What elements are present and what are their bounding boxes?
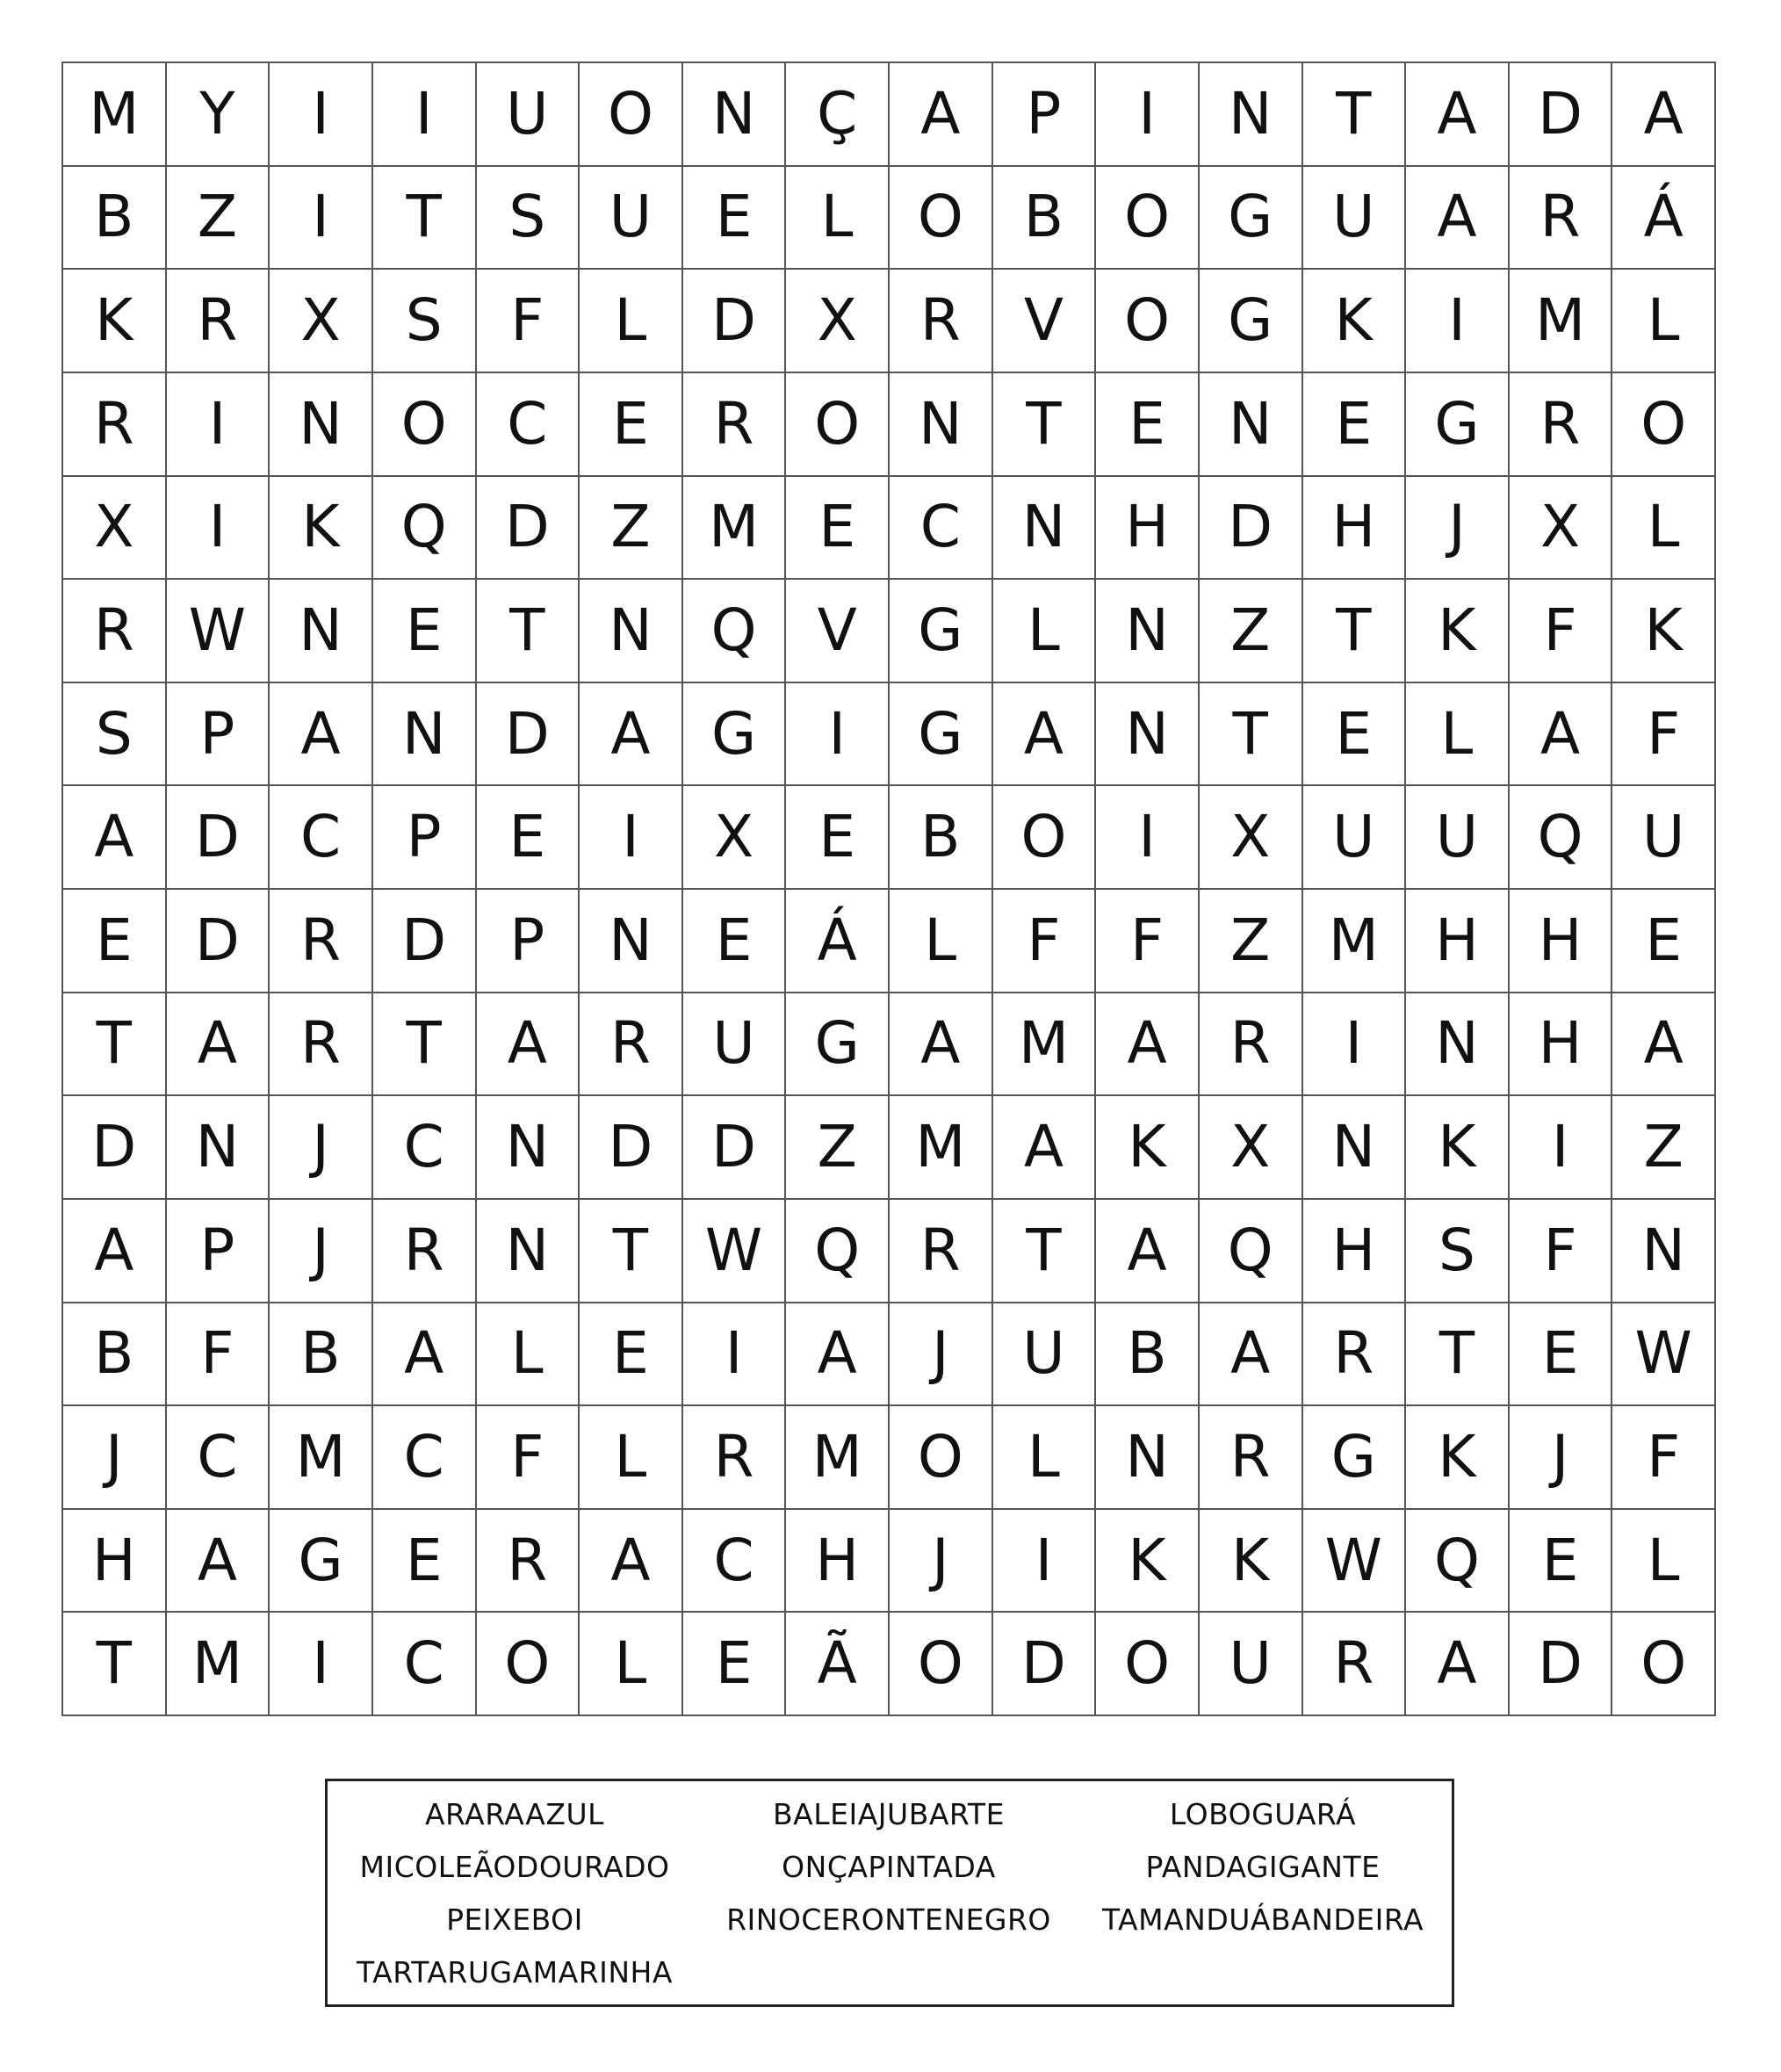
grid-cell[interactable]: A <box>270 683 373 787</box>
grid-cell[interactable]: O <box>890 1613 993 1716</box>
grid-cell[interactable]: N <box>373 683 477 787</box>
grid-cell[interactable]: R <box>63 373 167 477</box>
grid-cell[interactable]: F <box>1612 1406 1716 1510</box>
grid-cell[interactable]: G <box>1200 167 1303 271</box>
grid-cell[interactable]: D <box>683 1096 787 1200</box>
grid-cell[interactable]: N <box>1612 1200 1716 1303</box>
grid-cell[interactable]: D <box>477 683 580 787</box>
grid-cell[interactable]: C <box>477 373 580 477</box>
grid-cell[interactable]: P <box>373 786 477 890</box>
grid-cell[interactable]: U <box>1200 1613 1303 1716</box>
grid-cell[interactable]: X <box>1200 1096 1303 1200</box>
grid-cell[interactable]: G <box>890 683 993 787</box>
grid-cell[interactable]: A <box>1200 1303 1303 1407</box>
grid-cell[interactable]: F <box>167 1303 270 1407</box>
grid-cell[interactable]: J <box>270 1096 373 1200</box>
grid-cell[interactable]: R <box>890 1200 993 1303</box>
word-list-item: MICOLEÃODOURADO <box>359 1849 670 1884</box>
grid-cell[interactable]: E <box>1510 1510 1613 1614</box>
grid-cell[interactable]: T <box>993 373 1097 477</box>
grid-cell[interactable]: E <box>786 477 890 581</box>
grid-cell[interactable]: E <box>1510 1303 1613 1407</box>
grid-cell[interactable]: I <box>270 63 373 167</box>
grid-cell[interactable]: J <box>63 1406 167 1510</box>
grid-cell[interactable]: Q <box>683 580 787 683</box>
grid-cell[interactable]: O <box>373 373 477 477</box>
grid-cell[interactable]: B <box>993 167 1097 271</box>
grid-cell[interactable]: L <box>580 1613 683 1716</box>
grid-cell[interactable]: R <box>890 270 993 373</box>
grid-cell[interactable]: A <box>1510 683 1613 787</box>
grid-cell[interactable]: W <box>167 580 270 683</box>
grid-cell[interactable]: C <box>270 786 373 890</box>
grid-cell[interactable]: E <box>786 786 890 890</box>
grid-cell[interactable]: B <box>890 786 993 890</box>
grid-cell[interactable]: L <box>1612 1510 1716 1614</box>
grid-cell[interactable]: E <box>373 580 477 683</box>
grid-cell[interactable]: K <box>1096 1510 1200 1614</box>
grid-cell[interactable]: R <box>477 1510 580 1614</box>
grid-cell[interactable]: Q <box>373 477 477 581</box>
grid-cell[interactable]: G <box>1303 1406 1407 1510</box>
grid-cell[interactable]: C <box>890 477 993 581</box>
word-list-item: RINOCERONTENEGRO <box>726 1902 1051 1937</box>
grid-cell[interactable]: S <box>477 167 580 271</box>
grid-cell[interactable]: A <box>993 1096 1097 1200</box>
grid-cell[interactable]: A <box>1406 167 1510 271</box>
grid-cell[interactable]: G <box>786 993 890 1097</box>
grid-cell[interactable]: I <box>786 683 890 787</box>
grid-cell[interactable]: K <box>1200 1510 1303 1614</box>
grid-cell[interactable]: F <box>993 890 1097 993</box>
word-search-grid <box>61 61 1716 1716</box>
grid-cell[interactable]: G <box>683 683 787 787</box>
grid-cell[interactable]: A <box>1096 993 1200 1097</box>
grid-cell[interactable]: N <box>1200 373 1303 477</box>
grid-cell[interactable]: G <box>1406 373 1510 477</box>
grid-cell[interactable]: H <box>1510 993 1613 1097</box>
grid-cell[interactable]: D <box>1510 63 1613 167</box>
grid-cell[interactable]: I <box>580 786 683 890</box>
word-list-item: BALEIAJUBARTE <box>773 1796 1005 1831</box>
grid-cell[interactable]: M <box>1510 270 1613 373</box>
grid-cell[interactable]: N <box>683 63 787 167</box>
grid-cell[interactable]: K <box>1406 1406 1510 1510</box>
grid-cell[interactable]: Z <box>1612 1096 1716 1200</box>
grid-cell[interactable]: J <box>270 1200 373 1303</box>
grid-cell[interactable]: R <box>63 580 167 683</box>
grid-cell[interactable]: R <box>167 270 270 373</box>
word-list-item: ONÇAPINTADA <box>782 1849 996 1884</box>
grid-cell[interactable]: N <box>890 373 993 477</box>
grid-cell[interactable]: C <box>373 1613 477 1716</box>
grid-cell[interactable]: N <box>580 580 683 683</box>
grid-cell[interactable]: H <box>1096 477 1200 581</box>
grid-cell[interactable]: X <box>683 786 787 890</box>
grid-cell[interactable]: D <box>580 1096 683 1200</box>
grid-cell[interactable]: U <box>580 167 683 271</box>
grid-cell[interactable]: O <box>993 786 1097 890</box>
grid-cell[interactable]: Z <box>1200 890 1303 993</box>
grid-cell[interactable]: H <box>786 1510 890 1614</box>
grid-cell[interactable]: R <box>580 993 683 1097</box>
grid-cell[interactable]: N <box>167 1096 270 1200</box>
grid-cell[interactable]: L <box>580 270 683 373</box>
grid-cell[interactable]: M <box>1303 890 1407 993</box>
grid-cell[interactable]: A <box>63 1200 167 1303</box>
grid-cell[interactable]: R <box>1303 1613 1407 1716</box>
grid-cell[interactable]: I <box>1406 270 1510 373</box>
grid-cell[interactable]: D <box>1510 1613 1613 1716</box>
grid-cell[interactable]: M <box>890 1096 993 1200</box>
grid-cell[interactable]: S <box>63 683 167 787</box>
grid-cell[interactable]: O <box>477 1613 580 1716</box>
grid-cell[interactable]: M <box>993 993 1097 1097</box>
grid-cell[interactable]: N <box>1096 1406 1200 1510</box>
grid-cell[interactable]: D <box>373 890 477 993</box>
grid-cell[interactable]: E <box>1303 683 1407 787</box>
grid-cell[interactable]: Ã <box>786 1613 890 1716</box>
grid-cell[interactable]: U <box>993 1303 1097 1407</box>
grid-cell[interactable]: T <box>1200 683 1303 787</box>
word-list-item: LOBOGUARÁ <box>1169 1796 1357 1831</box>
grid-cell[interactable]: S <box>1406 1200 1510 1303</box>
grid-cell[interactable]: D <box>683 270 787 373</box>
grid-cell[interactable]: Q <box>1510 786 1613 890</box>
grid-cell[interactable]: M <box>786 1406 890 1510</box>
grid-cell[interactable]: I <box>167 373 270 477</box>
grid-cell[interactable]: X <box>63 477 167 581</box>
grid-cell[interactable]: L <box>1406 683 1510 787</box>
grid-cell[interactable]: F <box>1096 890 1200 993</box>
grid-cell[interactable]: B <box>63 167 167 271</box>
grid-cell[interactable]: N <box>477 1096 580 1200</box>
grid-cell[interactable]: I <box>1303 993 1407 1097</box>
grid-cell[interactable]: A <box>167 1510 270 1614</box>
grid-cell[interactable]: D <box>167 786 270 890</box>
grid-cell[interactable]: E <box>683 890 787 993</box>
word-list-item: PEIXEBOI <box>446 1902 583 1937</box>
grid-cell[interactable]: T <box>477 580 580 683</box>
grid-cell[interactable]: K <box>1096 1096 1200 1200</box>
grid-cell[interactable]: K <box>1303 270 1407 373</box>
grid-cell[interactable]: B <box>270 1303 373 1407</box>
grid-cell[interactable]: O <box>1612 373 1716 477</box>
grid-cell[interactable]: E <box>1303 373 1407 477</box>
grid-cell[interactable]: A <box>1406 1613 1510 1716</box>
grid-cell[interactable]: L <box>1612 477 1716 581</box>
grid-cell[interactable]: A <box>167 993 270 1097</box>
grid-cell[interactable]: J <box>1510 1406 1613 1510</box>
grid-cell[interactable]: A <box>1096 1200 1200 1303</box>
grid-cell[interactable]: I <box>1096 786 1200 890</box>
word-list-box <box>325 1779 1454 2007</box>
grid-cell[interactable]: P <box>993 63 1097 167</box>
grid-cell[interactable]: J <box>890 1510 993 1614</box>
grid-cell[interactable]: E <box>63 890 167 993</box>
grid-cell[interactable]: K <box>63 270 167 373</box>
grid-cell[interactable]: X <box>270 270 373 373</box>
grid-cell[interactable]: O <box>890 1406 993 1510</box>
grid-cell[interactable]: C <box>167 1406 270 1510</box>
grid-cell[interactable]: A <box>580 1510 683 1614</box>
grid-cell[interactable]: H <box>1406 890 1510 993</box>
grid-cell[interactable]: I <box>167 477 270 581</box>
grid-cell[interactable]: T <box>63 993 167 1097</box>
grid-cell[interactable]: V <box>993 270 1097 373</box>
grid-cell[interactable]: L <box>786 167 890 271</box>
grid-cell[interactable]: A <box>1612 63 1716 167</box>
grid-cell[interactable]: R <box>270 890 373 993</box>
grid-cell[interactable]: F <box>1510 580 1613 683</box>
grid-cell[interactable]: A <box>373 1303 477 1407</box>
grid-cell[interactable]: E <box>683 167 787 271</box>
grid-cell[interactable]: O <box>890 167 993 271</box>
grid-cell[interactable]: A <box>1612 993 1716 1097</box>
grid-cell[interactable]: M <box>270 1406 373 1510</box>
grid-cell[interactable]: N <box>270 580 373 683</box>
grid-cell[interactable]: D <box>1200 477 1303 581</box>
grid-cell[interactable]: E <box>580 373 683 477</box>
grid-cell[interactable]: E <box>1096 373 1200 477</box>
grid-cell[interactable]: U <box>1612 786 1716 890</box>
grid-cell[interactable]: N <box>1096 683 1200 787</box>
grid-cell[interactable]: R <box>1510 373 1613 477</box>
grid-cell[interactable]: H <box>1510 890 1613 993</box>
grid-cell[interactable]: B <box>1096 1303 1200 1407</box>
grid-cell[interactable]: I <box>993 1510 1097 1614</box>
grid-cell[interactable]: J <box>1406 477 1510 581</box>
grid-cell[interactable]: Á <box>786 890 890 993</box>
grid-cell[interactable]: O <box>1096 1613 1200 1716</box>
grid-cell[interactable]: M <box>63 63 167 167</box>
grid-cell[interactable]: G <box>890 580 993 683</box>
grid-cell[interactable]: T <box>373 993 477 1097</box>
grid-cell[interactable]: H <box>1303 1200 1407 1303</box>
grid-cell[interactable]: H <box>63 1510 167 1614</box>
grid-cell[interactable]: U <box>683 993 787 1097</box>
grid-cell[interactable]: O <box>1612 1613 1716 1716</box>
grid-cell[interactable]: C <box>683 1510 787 1614</box>
grid-cell[interactable]: E <box>683 1613 787 1716</box>
grid-cell[interactable]: D <box>993 1613 1097 1716</box>
grid-cell[interactable]: T <box>63 1613 167 1716</box>
grid-cell[interactable]: I <box>1096 63 1200 167</box>
grid-cell[interactable]: L <box>477 1303 580 1407</box>
grid-cell[interactable]: F <box>477 1406 580 1510</box>
grid-cell[interactable]: E <box>1612 890 1716 993</box>
grid-cell[interactable]: U <box>477 63 580 167</box>
grid-cell[interactable]: U <box>1406 786 1510 890</box>
grid-cell[interactable]: X <box>786 270 890 373</box>
grid-cell[interactable]: T <box>1303 580 1407 683</box>
grid-cell[interactable]: D <box>477 477 580 581</box>
grid-cell[interactable]: C <box>373 1096 477 1200</box>
grid-cell[interactable]: P <box>167 683 270 787</box>
grid-cell[interactable]: A <box>477 993 580 1097</box>
word-list-item: TAMANDUÁBANDEIRA <box>1101 1902 1424 1937</box>
grid-cell[interactable]: A <box>993 683 1097 787</box>
grid-cell[interactable]: G <box>1200 270 1303 373</box>
grid-cell[interactable]: I <box>1510 1096 1613 1200</box>
grid-cell[interactable]: V <box>786 580 890 683</box>
grid-cell[interactable]: A <box>580 683 683 787</box>
grid-cell[interactable]: K <box>1406 580 1510 683</box>
grid-cell[interactable]: P <box>477 890 580 993</box>
grid-cell[interactable]: D <box>167 890 270 993</box>
grid-cell[interactable]: R <box>1303 1303 1407 1407</box>
grid-cell[interactable]: N <box>993 477 1097 581</box>
grid-cell[interactable]: R <box>1200 993 1303 1097</box>
grid-cell[interactable]: L <box>993 580 1097 683</box>
grid-cell[interactable]: E <box>580 1303 683 1407</box>
grid-cell[interactable]: K <box>1406 1096 1510 1200</box>
grid-cell[interactable]: K <box>1612 580 1716 683</box>
grid-cell[interactable]: T <box>1406 1303 1510 1407</box>
grid-cell[interactable]: A <box>63 786 167 890</box>
grid-cell[interactable]: Q <box>1200 1200 1303 1303</box>
grid-cell[interactable]: T <box>373 167 477 271</box>
grid-cell[interactable]: A <box>890 993 993 1097</box>
grid-cell[interactable]: A <box>1406 63 1510 167</box>
grid-cell[interactable]: P <box>167 1200 270 1303</box>
grid-cell[interactable]: O <box>1096 167 1200 271</box>
grid-cell[interactable]: Z <box>1200 580 1303 683</box>
grid-cell[interactable]: A <box>890 63 993 167</box>
grid-cell[interactable]: T <box>580 1200 683 1303</box>
grid-cell[interactable]: I <box>270 1613 373 1716</box>
grid-cell[interactable]: Z <box>167 167 270 271</box>
grid-cell[interactable]: K <box>270 477 373 581</box>
grid-cell[interactable]: W <box>1303 1510 1407 1614</box>
grid-cell[interactable]: N <box>580 890 683 993</box>
grid-cell[interactable]: R <box>683 373 787 477</box>
word-list-item: ARARAAZUL <box>424 1796 605 1831</box>
grid-cell[interactable]: Z <box>580 477 683 581</box>
grid-cell[interactable]: U <box>1303 786 1407 890</box>
grid-cell[interactable]: L <box>580 1406 683 1510</box>
grid-cell[interactable]: X <box>1510 477 1613 581</box>
grid-cell[interactable]: N <box>1406 993 1510 1097</box>
grid-cell[interactable]: Z <box>786 1096 890 1200</box>
grid-cell[interactable]: M <box>683 477 787 581</box>
grid-cell[interactable]: N <box>477 1200 580 1303</box>
grid-cell[interactable]: R <box>1510 167 1613 271</box>
grid-cell[interactable]: A <box>786 1303 890 1407</box>
grid-cell[interactable]: T <box>1303 63 1407 167</box>
grid-cell[interactable]: N <box>1096 580 1200 683</box>
grid-cell[interactable]: F <box>1510 1200 1613 1303</box>
grid-cell[interactable]: N <box>1200 63 1303 167</box>
word-list-item: PANDAGIGANTE <box>1145 1849 1381 1884</box>
word-list-item: TARTARUGAMARINHA <box>357 1954 673 1989</box>
grid-cell[interactable]: I <box>683 1303 787 1407</box>
grid-cell[interactable]: E <box>373 1510 477 1614</box>
grid-cell[interactable]: M <box>167 1613 270 1716</box>
grid-cell[interactable]: E <box>477 786 580 890</box>
grid-cell[interactable]: Q <box>786 1200 890 1303</box>
grid-cell[interactable]: Y <box>167 63 270 167</box>
grid-cell[interactable]: G <box>270 1510 373 1614</box>
grid-cell[interactable]: X <box>1200 786 1303 890</box>
grid-cell[interactable]: O <box>786 373 890 477</box>
grid-cell[interactable]: U <box>1303 167 1407 271</box>
grid-cell[interactable]: N <box>1303 1096 1407 1200</box>
grid-cell[interactable]: F <box>477 270 580 373</box>
grid-cell[interactable]: I <box>270 167 373 271</box>
grid-cell[interactable]: L <box>993 1406 1097 1510</box>
grid-cell[interactable]: Q <box>1406 1510 1510 1614</box>
grid-cell[interactable]: F <box>1612 683 1716 787</box>
grid-cell[interactable]: O <box>580 63 683 167</box>
grid-cell[interactable]: B <box>63 1303 167 1407</box>
grid-cell[interactable]: L <box>890 890 993 993</box>
grid-cell[interactable]: R <box>270 993 373 1097</box>
grid-cell[interactable]: Ç <box>786 63 890 167</box>
grid-cell[interactable]: T <box>993 1200 1097 1303</box>
grid-cell[interactable]: W <box>1612 1303 1716 1407</box>
grid-cell[interactable]: O <box>1096 270 1200 373</box>
grid-cell[interactable]: I <box>373 63 477 167</box>
grid-cell[interactable]: H <box>1303 477 1407 581</box>
grid-cell[interactable]: J <box>890 1303 993 1407</box>
grid-cell[interactable]: L <box>1612 270 1716 373</box>
grid-cell[interactable]: R <box>683 1406 787 1510</box>
grid-cell[interactable]: R <box>373 1200 477 1303</box>
grid-cell[interactable]: W <box>683 1200 787 1303</box>
grid-cell[interactable]: R <box>1200 1406 1303 1510</box>
grid-cell[interactable]: C <box>373 1406 477 1510</box>
grid-cell[interactable]: S <box>373 270 477 373</box>
grid-cell[interactable]: N <box>270 373 373 477</box>
grid-cell[interactable]: D <box>63 1096 167 1200</box>
grid-cell[interactable]: Á <box>1612 167 1716 271</box>
